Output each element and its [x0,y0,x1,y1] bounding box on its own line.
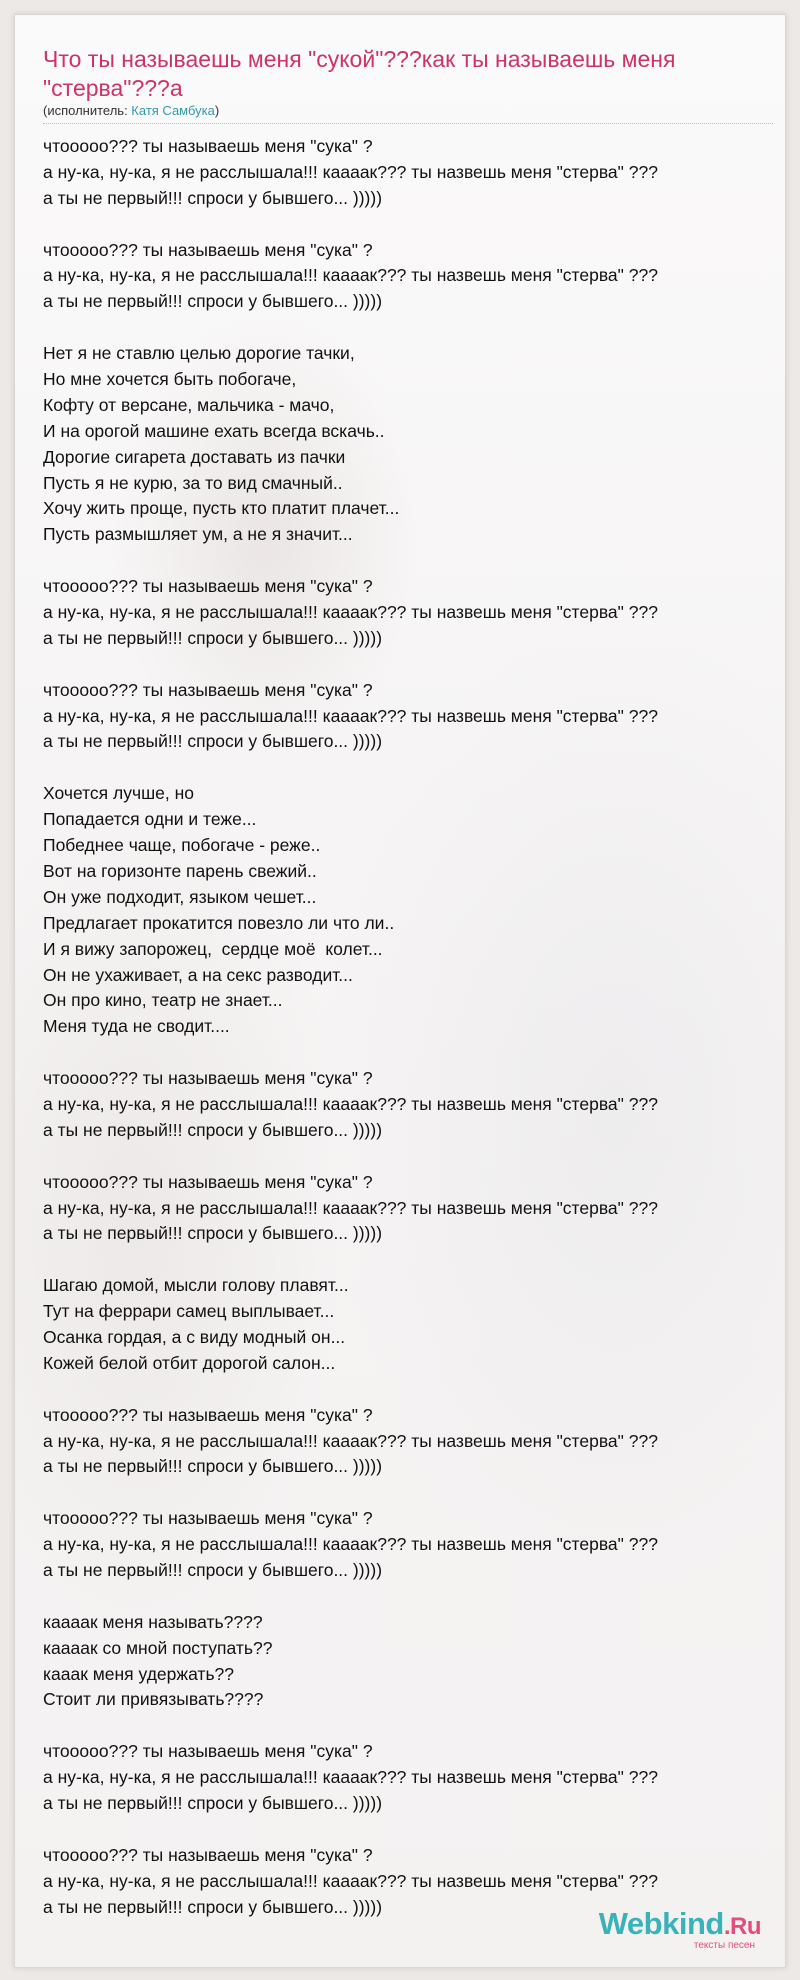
lyrics-text [43,134,783,1920]
page-title: Что ты называешь меня "сукой"???как ты называешь меня "стерва"???а [43,46,676,101]
artist-byline [43,103,219,118]
lyric-line: чтооооо??? ты называешь меня "сука" ? [43,1741,373,1762]
title-divider [43,123,773,124]
lyric-line: И я вижу запорожец, сердце моё колет... [43,938,383,959]
lyric-line: Предлагает прокатится повезло ли что ли.. [43,912,395,933]
lyric-line: Тут на феррари самец выплывает... [43,1301,335,1322]
lyric-line: а ты не первый!!! спроси у бывшего... ))))) [43,1896,383,1917]
lyric-line: чтооооо??? ты называешь меня "сука" ? [43,576,373,597]
lyric-line: Хочу жить проще, пусть кто платит плачет... [43,498,400,519]
lyric-line: а ты не первый!!! спроси у бывшего... ))))) [43,1456,383,1477]
lyric-line [43,1247,783,1273]
lyric-line: кааак меня удержать?? [43,1663,235,1684]
lyric-line [43,1817,783,1843]
byline-prefix: (исполнитель: [43,103,132,118]
lyric-line: Но мне хочется быть побогаче, [43,369,297,390]
lyric-line [43,652,783,678]
logo-name: Webkind [598,1906,724,1941]
lyric-line: Попадается одни и теже... [43,809,257,830]
lyric-line: чтооооо??? ты называешь меня "сука" ? [43,1171,373,1192]
lyric-line: а ну-ка, ну-ка, я не расслышала!!! кааaак??? ты назвешь меня "стерва" ??? [43,1093,658,1114]
lyric-line: Победнее чаще, побогаче - реже.. [43,835,321,856]
lyric-line [43,1480,783,1506]
site-logo[interactable] [599,1908,761,1951]
lyric-line [43,1040,783,1066]
lyric-line: Он не ухаживает, а на секс разводит... [43,964,353,985]
lyric-line: а ты не первый!!! спроси у бывшего... ))))) [43,1223,383,1244]
lyric-line: а ты не первый!!! спроси у бывшего... ))))) [43,291,383,312]
lyric-line: Кожей белой отбит дорогой салон... [43,1352,336,1373]
lyric-line: чтооооо??? ты называешь меня "сука" ? [43,136,373,156]
lyric-line: а ну-ка, ну-ка, я не расслышала!!! кааaак??? ты назвешь меня "стерва" ??? [43,265,658,286]
lyric-line: Он уже подходит, языком чешет... [43,886,317,907]
lyric-line: а ну-ка, ну-ка, я не расслышала!!! кааaак??? ты назвешь меня "стерва" ??? [43,1197,658,1218]
lyric-line: а ты не первый!!! спроси у бывшего... ))))) [43,1119,383,1140]
lyric-line [43,315,783,341]
lyrics-card [14,14,786,1968]
lyric-line: а ты не первый!!! спроси у бывшего... ))))) [43,1559,383,1580]
lyric-line [43,1377,783,1403]
lyric-line: чтооооо??? ты называешь меня "сука" ? [43,1508,373,1529]
lyric-line: чтооооо??? ты называешь меня "сука" ? [43,1404,373,1425]
lyric-line: чтооооо??? ты называешь меня "сука" ? [43,239,373,260]
lyric-line: Нет я не ставлю целью дорогие тачки, [43,343,355,364]
lyric-line: а ну-ка, ну-ка, я не расслышала!!! кааaак??? ты назвешь меня "стерва" ??? [43,1767,658,1788]
lyric-line: Хочется лучше, но [43,783,194,804]
lyric-line: чтооооо??? ты называешь меня "сука" ? [43,679,373,700]
lyric-line: а ну-ка, ну-ка, я не расслышала!!! кааaак??? ты назвешь меня "стерва" ??? [43,1430,658,1451]
lyric-line: а ну-ка, ну-ка, я не расслышала!!! кааaак??? ты назвешь меня "стерва" ??? [43,1534,658,1555]
lyric-line: а ты не первый!!! спроси у бывшего... ))))) [43,187,383,208]
lyric-line [43,212,783,238]
lyric-line [43,548,783,574]
lyric-line [43,755,783,781]
lyric-line: Шагаю домой, мысли голову плавят... [43,1275,349,1296]
lyric-line: Вот на горизонте парень свежий.. [43,860,317,881]
lyric-line [43,1584,783,1610]
lyric-line: Меня туда не сводит.... [43,1016,230,1037]
lyric-line: чтооооо??? ты называешь меня "сука" ? [43,1844,373,1865]
lyric-line: кааaак меня называть???? [43,1611,263,1632]
lyric-line [43,1713,783,1739]
lyric-line: а ты не первый!!! спроси у бывшего... ))))) [43,627,383,648]
lyric-line: Стоит ли привязывать???? [43,1689,264,1710]
lyric-line: Он про кино, театр не знает... [43,990,283,1011]
lyric-line: И на орогой машине ехать всегда вскачь.. [43,420,385,441]
lyric-line: а ну-ка, ну-ка, я не расслышала!!! кааaак??? ты назвешь меня "стерва" ??? [43,705,658,726]
logo-domain: .Ru [723,1913,761,1940]
lyric-line: Пусть я не курю, за то вид смачный.. [43,472,343,493]
lyric-line: Кофту от версане, мальчика - мачо, [43,394,335,415]
lyric-line: Дорогие сигарета доставать из пачки [43,446,346,467]
lyric-line: а ты не первый!!! спроси у бывшего... ))))) [43,1793,383,1813]
lyric-line: а ну-ка, ну-ка, я не расслышала!!! кааaак??? ты назвешь меня "стерва" ??? [43,1870,658,1891]
lyric-line: Пусть размышляет ум, а не я значит... [43,524,353,545]
artist-link[interactable]: Катя Самбука [131,103,215,118]
lyric-line: а ну-ка, ну-ка, я не расслышала!!! кааaак??? ты назвешь меня "стерва" ??? [43,161,658,182]
lyric-line: Осанка гордая, а с виду модный он... [43,1326,346,1347]
lyric-line: чтооооо??? ты называешь меня "сука" ? [43,1068,373,1089]
lyric-line: а ну-ка, ну-ка, я не расслышала!!! кааaак??? ты назвешь меня "стерва" ??? [43,602,658,623]
lyric-line: а ты не первый!!! спроси у бывшего... ))))) [43,731,383,752]
byline-suffix: ) [214,103,220,118]
lyric-line [43,1144,783,1170]
lyric-line: кааaак со мной поступать?? [43,1637,273,1658]
logo-tagline: тексты песен [693,1940,755,1951]
